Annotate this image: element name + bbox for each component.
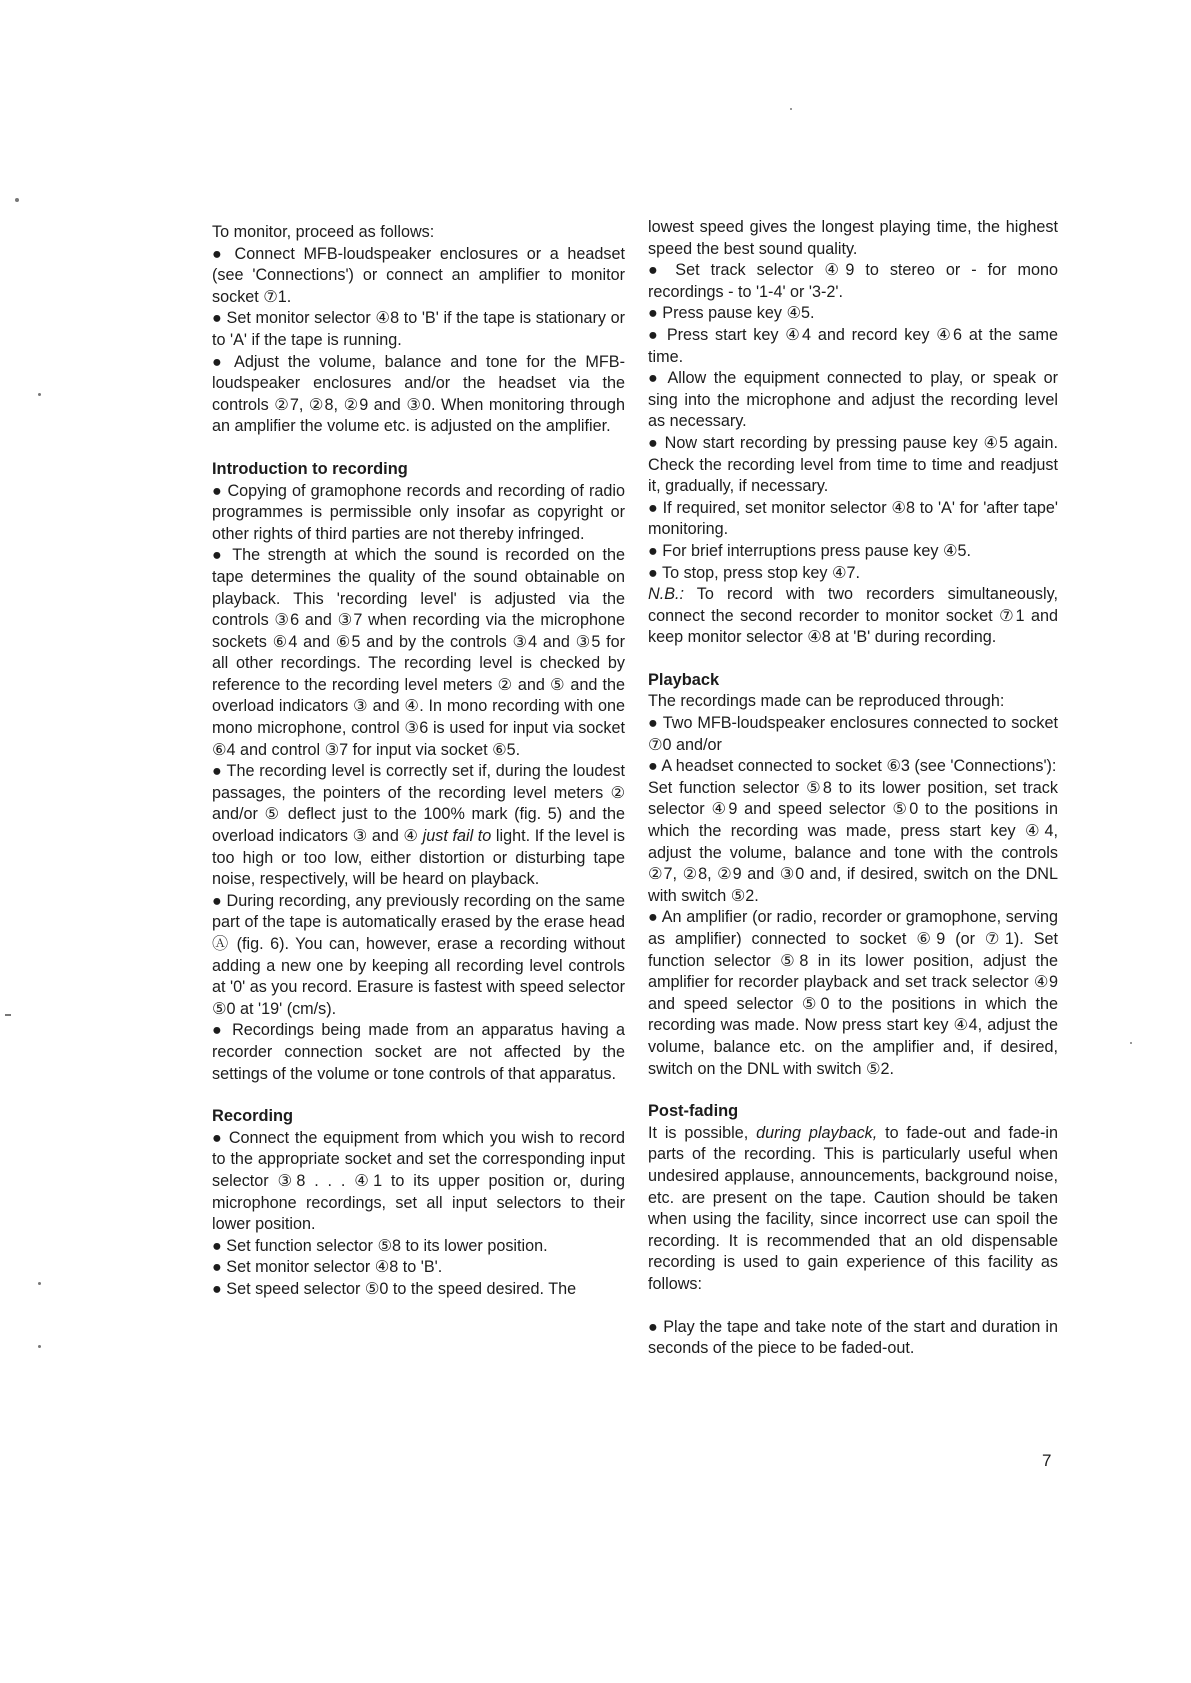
text-paragraph: ● To stop, press stop key ④7. — [648, 563, 861, 582]
text-run: to fade-out and fade-in parts of the recording. This is particularly useful when undesired applause, announcements, background noise, etc. are present on the tape. Caution should be taken when using the facility, since incorrect use can spoil the recording. It is recommended that an old dispensable recording is used to gain experience of this facility as follows: — [648, 1123, 1058, 1293]
text-paragraph: ● Recordings being made from an apparatus having a recorder connection socket are not affected by the settings of the volume or tone controls of that apparatus. — [212, 1021, 625, 1083]
scan-speck — [15, 198, 19, 202]
section-heading-introduction: Introduction to recording — [212, 459, 408, 478]
text-paragraph: ● Press pause key ④5. — [648, 304, 815, 323]
text-paragraph: ● Two MFB-loudspeaker enclosures connected to socket ⑦0 and/or — [648, 714, 1058, 754]
scan-speck — [790, 108, 792, 110]
nb-note — [648, 584, 1058, 649]
scan-speck — [1130, 1042, 1132, 1044]
text-paragraph: ● Adjust the volume, balance and tone for the MFB-loudspeaker enclosures and/or the headset via the controls ②7, ②8, ②9 and ③0. When monitoring through an amplifier the volume etc. is adjusted on the amplifier. — [212, 352, 625, 436]
text-paragraph: ● During recording, any previously recording on the same part of the tape is automatically erased by the erase head Ⓐ (fig. 6). You can, however, erase a recording without adding a new one by keeping all recording level controls at '0' as you record. Erasure is fastest with speed selector ⑤0 at '19' (cm/s). — [212, 891, 625, 1018]
text-paragraph: ● An amplifier (or radio, recorder or gramophone, serving as amplifier) connected to socket ⑥9 (or ⑦1). Set function selector ⑤8 in its lower position, adjust the amplifier for recorder playback and set track selector ④9 and speed selector ⑤0 to the positions in which the recording was made. Now press start key ④4, adjust the volume, balance etc. on the amplifier and, if desired, switch on the DNL with switch ⑤2. — [648, 908, 1058, 1078]
text-paragraph: ● If required, set monitor selector ④8 to 'A' for 'after tape' monitoring. — [648, 498, 1058, 539]
text-paragraph: ● Set track selector ④9 to stereo or - for mono recordings - to '1-4' or '3-2'. — [648, 261, 1058, 301]
text-paragraph: ● Set monitor selector ④8 to 'B'. — [212, 1258, 443, 1277]
text-paragraph: ● For brief interruptions press pause key ④5. — [648, 541, 971, 560]
text-paragraph — [212, 761, 625, 891]
right-column — [648, 217, 1058, 1360]
text-run: To record with two recorders simultaneously, connect the second recorder to monitor socket ⑦1 and keep monitor selector ④8 at 'B' during recording. — [648, 585, 1058, 647]
text-run: light. If the level is too high or too low, either distortion or disturbing tape noise, respectively, will be heard on playback. — [212, 827, 625, 889]
text-paragraph: ● Play the tape and take note of the start and duration in seconds of the piece to be faded-out. — [648, 1317, 1058, 1358]
text-paragraph: ● Set function selector ⑤8 to its lower position. — [212, 1236, 548, 1255]
text-paragraph: ● Connect MFB-loudspeaker enclosures or a headset (see 'Connections') or connect an amplifier to monitor socket ⑦1. — [212, 244, 625, 306]
section-heading-playback: Playback — [648, 670, 720, 689]
text-paragraph: The recordings made can be reproduced through: — [648, 692, 1005, 711]
text-paragraph — [648, 1123, 1058, 1296]
text-paragraph: lowest speed gives the longest playing time, the highest speed the best sound quality. — [648, 218, 1058, 258]
left-column — [212, 222, 625, 1301]
page-number: 7 — [1042, 1451, 1052, 1470]
text-paragraph: Set function selector ⑤8 to its lower position, set track selector ④9 and speed selector ⑤0 to the positions in which the recording was made, press start key ④4, adjust the volume, balance and tone with the controls ②7, ②8, ②9 and ③0 and, if desired, switch on the DNL with switch ⑤2. — [648, 778, 1058, 905]
text-paragraph: ● A headset connected to socket ⑥3 (see 'Connections'): — [648, 757, 1057, 776]
text-paragraph: ● The strength at which the sound is recorded on the tape determines the quality of the sound obtainable on playback. This 'recording level' is adjusted via the controls ③6 and ③7 when recording via the microphone sockets ⑥4 and ⑥5 and by the controls ③4 and ③5 for all other recordings. The recording level is checked by reference to the recording level meters ② and ⑤ and the overload indicators ③ and ④. In mono recording with one mono microphone, control ③6 is used for input via socket ⑥4 and control ③7 for input via socket ⑥5. — [212, 546, 625, 759]
emphasis-text: during playback, — [756, 1123, 878, 1142]
text-paragraph: ● Set speed selector ⑤0 to the speed desired. The — [212, 1279, 577, 1298]
text-paragraph: ● Connect the equipment from which you wish to record to the appropriate socket and set the corresponding input selector ③8 . . . ④1 to its upper position or, during microphone recordings, set all input selectors to their lower position. — [212, 1128, 625, 1234]
text-paragraph: ● Copying of gramophone records and recording of radio programmes is permissible only insofar as copyright or other rights of third parties are not thereby infringed. — [212, 481, 625, 543]
scan-speck — [5, 1014, 11, 1016]
text-paragraph: To monitor, proceed as follows: — [212, 223, 435, 241]
section-heading-post-fading: Post-fading — [648, 1102, 739, 1121]
text-run: It is possible, — [648, 1123, 757, 1142]
nb-label: N.B.: — [648, 585, 684, 604]
section-heading-recording: Recording — [212, 1107, 294, 1126]
text-paragraph: ● Now start recording by pressing pause key ④5 again. Check the recording level from time to time and readjust it, gradually, if necessary. — [648, 433, 1058, 496]
text-paragraph: ● Allow the equipment connected to play, or speak or sing into the microphone and adjust the recording level as necessary. — [648, 369, 1058, 431]
text-paragraph: ● Set monitor selector ④8 to 'B' if the tape is stationary or to 'A' if the tape is running. — [212, 309, 625, 349]
scan-speck — [38, 393, 41, 396]
scan-speck — [38, 1345, 41, 1348]
text-run: ● The recording level is correctly set if, during the loudest passages, the pointers of the recording level meters ② and/or ⑤ deflect just to the 100% mark (fig. 5) and the overload indicators ③ and ④ — [212, 762, 625, 846]
text-paragraph: ● Press start key ④4 and record key ④6 at the same time. — [648, 325, 1058, 366]
emphasis-text: just fail to — [422, 827, 492, 846]
scan-speck — [38, 1282, 41, 1285]
